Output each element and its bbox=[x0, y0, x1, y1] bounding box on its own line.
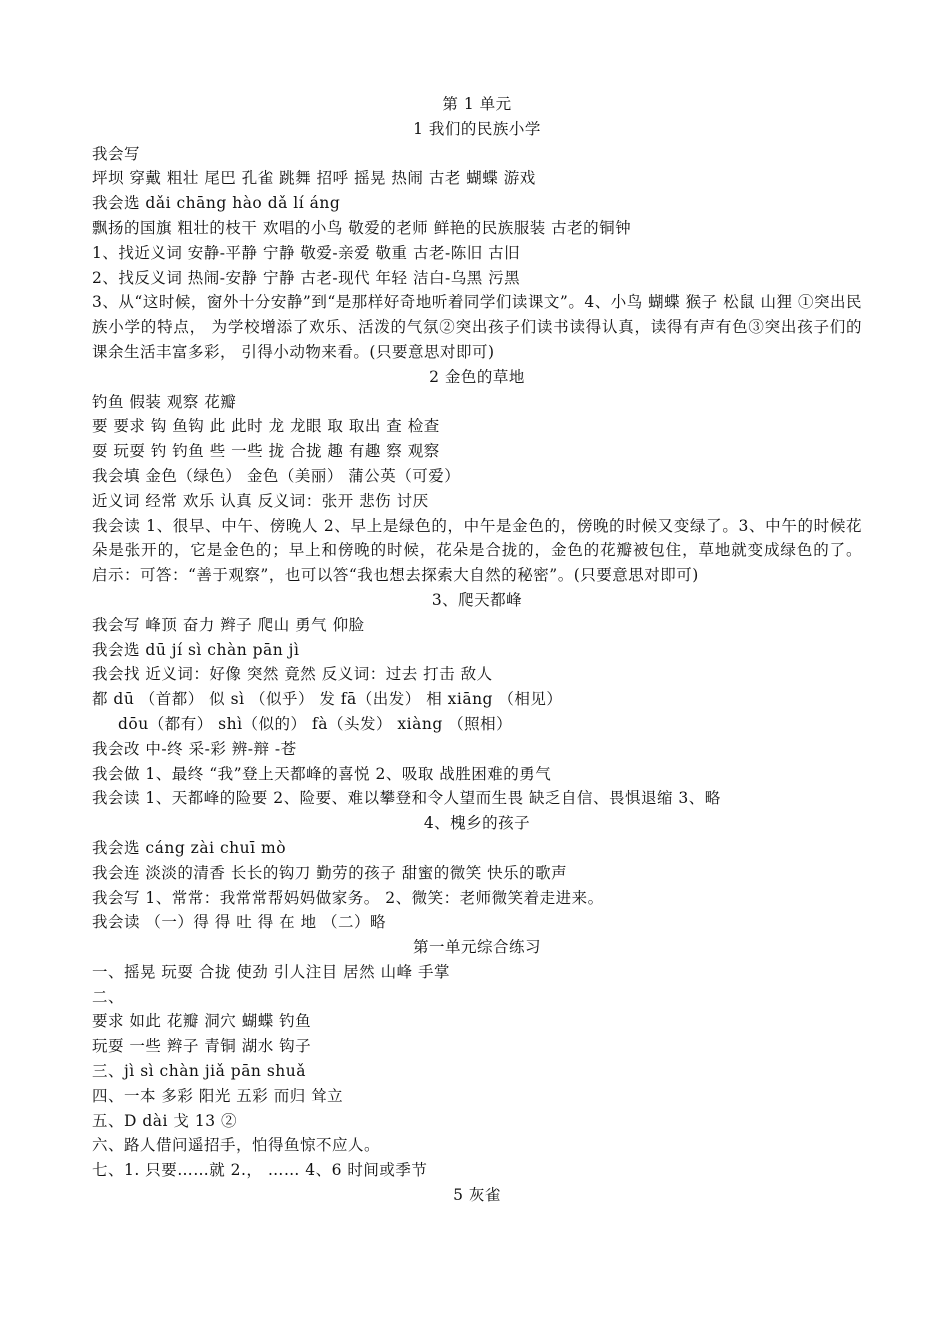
text-line: 一、摇晃 玩耍 合拢 使劲 引人注目 居然 山峰 手掌 bbox=[92, 962, 450, 981]
section-heading: 3、爬天都峰 bbox=[431, 590, 523, 609]
text-line: 五、D dài 戈 13 ② bbox=[92, 1111, 237, 1130]
text-line: 坪坝 穿戴 粗壮 尾巴 孔雀 跳舞 招呼 摇晃 热闹 古老 蝴蝶 游戏 bbox=[92, 169, 536, 188]
text-line: 我会选 cáng zài chuī mò bbox=[92, 838, 287, 857]
text-line: 我会做 1、最终 “我”登上天都峰的喜悦 2、吸取 战胜困难的勇气 bbox=[92, 764, 552, 783]
text-line: 我会写 bbox=[92, 144, 141, 163]
text-line: 要求 如此 花瓣 洞穴 蝴蝶 钓鱼 bbox=[92, 1012, 312, 1031]
text-line: 飘扬的国旗 粗壮的枝干 欢唱的小鸟 敬爱的老师 鲜艳的民族服装 古老的铜钟 bbox=[92, 218, 632, 237]
text-line-indented: dōu（都有） shì（似的） fà（头发） xiàng （照相） bbox=[118, 714, 513, 733]
text-line: 玩耍 一些 辫子 青铜 湖水 钩子 bbox=[92, 1037, 312, 1056]
text-line: 六、路人借问遥招手，怕得鱼惊不应人。 bbox=[92, 1136, 381, 1155]
text-line: 我会读 （一）得 得 吐 得 在 地 （二）略 bbox=[92, 913, 386, 932]
section-heading: 第一单元综合练习 bbox=[412, 938, 541, 957]
text-line: 近义词 经常 欢乐 认真 反义词：张开 悲伤 讨厌 bbox=[92, 491, 429, 510]
section-heading: 5 灰雀 bbox=[453, 1186, 501, 1205]
text-line: 我会写 1、常常：我常常帮妈妈做家务。 2、微笑：老师微笑着走进来。 bbox=[92, 888, 604, 907]
text-line: 我会写 峰顶 奋力 辫子 爬山 勇气 仰脸 bbox=[92, 615, 365, 634]
text-line: 我会连 淡淡的清香 长长的钩刀 勤劳的孩子 甜蜜的微笑 快乐的歌声 bbox=[92, 863, 568, 882]
text-line: 2、找反义词 热闹-安静 宁静 古老-现代 年轻 洁白-乌黑 污黑 bbox=[92, 268, 521, 287]
text-line: 我会改 中-终 采-彩 辨-辩 -苍 bbox=[92, 739, 297, 758]
text-line: 耍 玩耍 钓 钓鱼 些 一些 拢 合拢 趣 有趣 察 观察 bbox=[92, 442, 440, 461]
text-line: 我会选 dū jí sì chàn pān jì bbox=[92, 640, 300, 659]
text-line: 我会找 近义词：好像 突然 竟然 反义词：过去 打击 敌人 bbox=[92, 665, 493, 684]
text-line: 我会选 dǎi chāng hào dǎ lí áng bbox=[92, 194, 341, 213]
section-heading: 1 我们的民族小学 bbox=[413, 119, 541, 138]
document-body bbox=[92, 92, 862, 1208]
section-heading: 第 1 单元 bbox=[442, 95, 512, 113]
section-heading: 4、槐乡的孩子 bbox=[423, 814, 531, 833]
text-paragraph: 我会读 1、很早、中午、傍晚人 2、早上是绿色的，中午是金色的，傍晚的时候又变绿了。3、中午的时候花朵是张开的，它是金色的；早上和傍晚的时候，花朵是合拢的，金色的花瓣被包住，草地就变成绿色的了。 启示：可答：“善于观察”，也可以答“我也想去探索大自然的秘密”。(只要意思对即可) bbox=[92, 516, 862, 585]
text-line: 七、1. 只要……就 2.， …… 4、6 时间或季节 bbox=[92, 1161, 428, 1180]
text-line: 我会读 1、天都峰的险要 2、险要、难以攀登和令人望而生畏 缺乏自信、畏惧退缩 3、略 bbox=[92, 789, 721, 808]
text-line: 我会填 金色（绿色） 金色（美丽） 蒲公英（可爱） bbox=[92, 466, 461, 485]
text-line: 都 dū （首都） 似 sì （似乎） 发 fā（出发） 相 xiāng （相见） bbox=[92, 690, 563, 709]
text-line: 1、找近义词 安静-平静 宁静 敬爱-亲爱 敬重 古老-陈旧 古旧 bbox=[92, 243, 521, 262]
text-line: 三、jì sì chàn jiǎ pān shuǎ bbox=[92, 1062, 307, 1081]
text-line: 要 要求 钩 鱼钩 此 此时 龙 龙眼 取 取出 查 检查 bbox=[92, 417, 440, 436]
text-paragraph: 3、从“这时候，窗外十分安静”到“是那样好奇地听着同学们读课文”。4、小鸟 蝴蝶 猴子 松鼠 山狸 ①突出民族小学的特点， 为学校增添了欢乐、活泼的气氛②突出孩子们读书读得认真，读得有声有色③突出孩子们的课余生活丰富多彩， 引得小动物来看。(只要意思对即可) bbox=[92, 293, 862, 361]
text-line: 钓鱼 假装 观察 花瓣 bbox=[92, 392, 237, 411]
text-line: 四、一本 多彩 阳光 五彩 而归 耸立 bbox=[92, 1086, 344, 1105]
text-line: 二、 bbox=[92, 987, 125, 1006]
section-heading: 2 金色的草地 bbox=[429, 367, 525, 386]
